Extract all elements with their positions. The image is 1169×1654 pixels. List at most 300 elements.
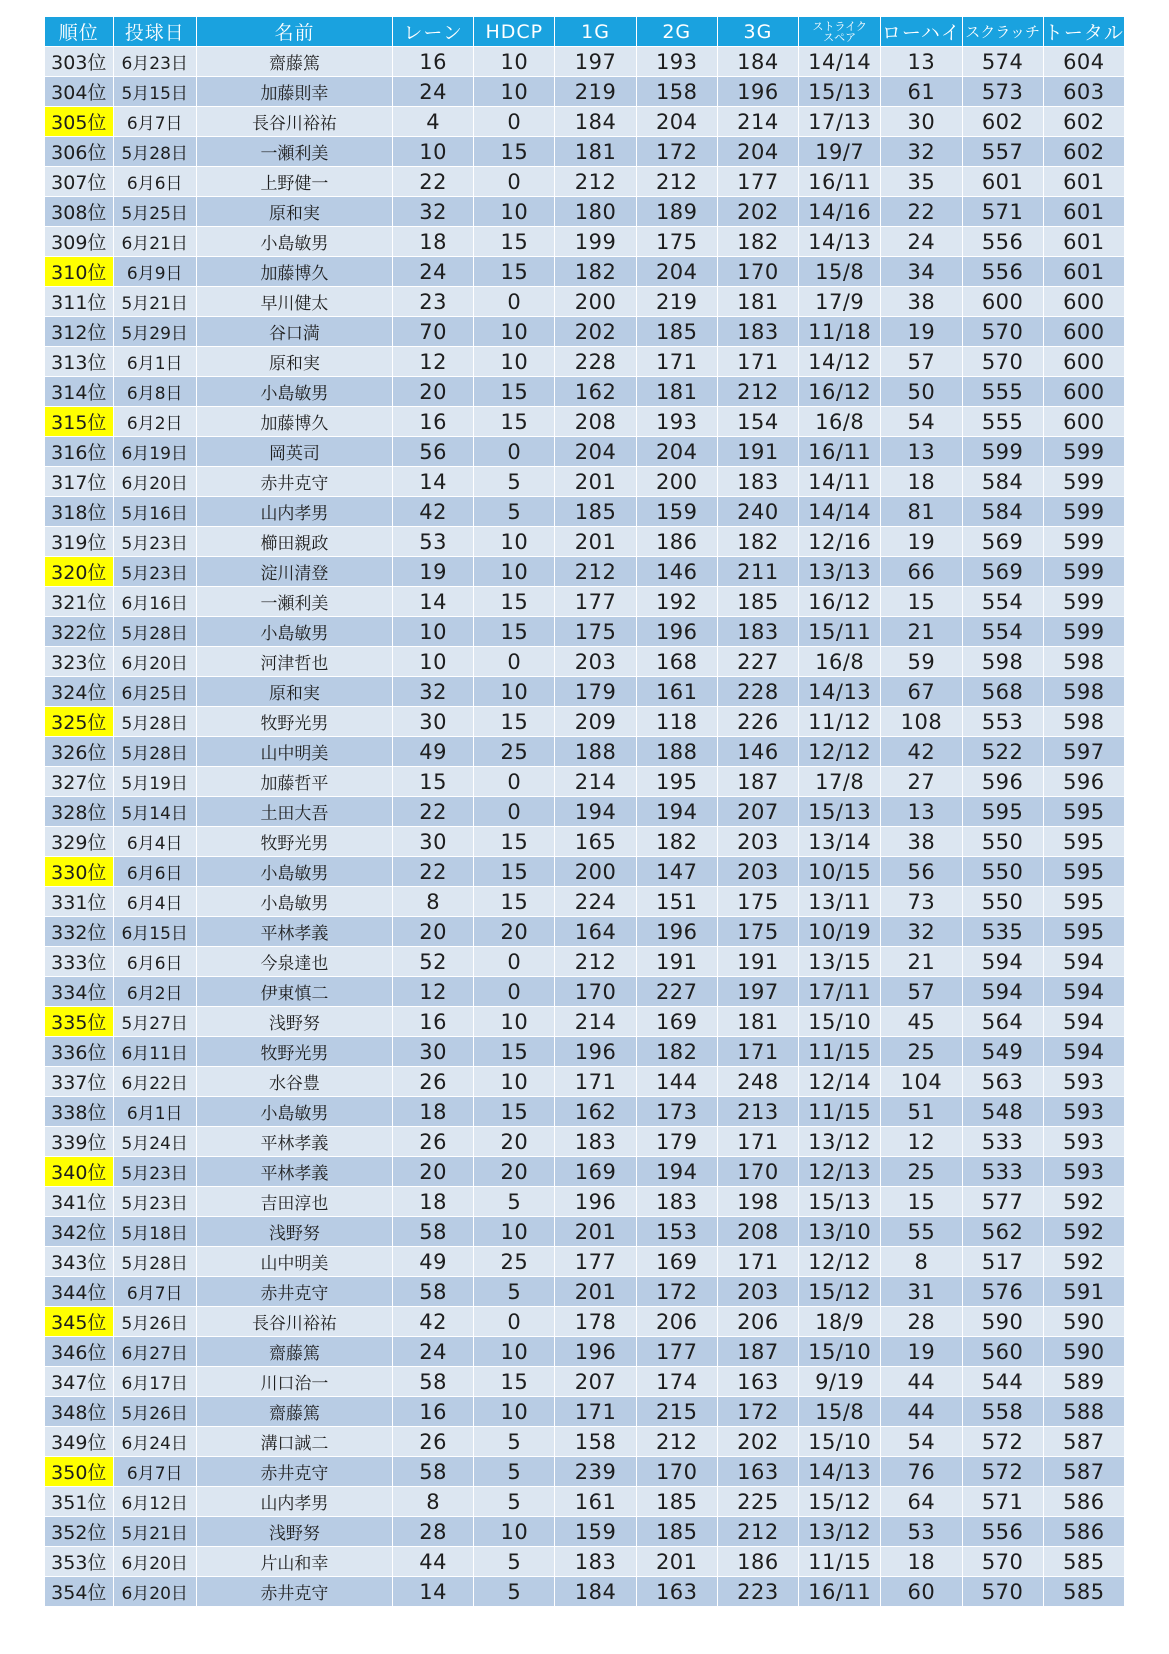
game-2-score-cell: 183	[636, 1187, 717, 1217]
game-2-score-cell: 179	[636, 1127, 717, 1157]
total-cell: 600	[1043, 287, 1124, 317]
total-cell: 587	[1043, 1427, 1124, 1457]
total-cell: 585	[1043, 1547, 1124, 1577]
scratch-cell: 570	[962, 1577, 1043, 1607]
game-3-score-cell: 248	[717, 1067, 798, 1097]
low-high-cell: 57	[881, 977, 962, 1007]
hdcp-cell: 5	[474, 1577, 555, 1607]
game-3-score-cell: 207	[717, 797, 798, 827]
date-cell: 6月24日	[113, 1427, 196, 1457]
low-high-cell: 54	[881, 1427, 962, 1457]
game-2-score-cell: 204	[636, 257, 717, 287]
hdcp-cell: 5	[474, 497, 555, 527]
low-high-cell: 38	[881, 287, 962, 317]
scratch-cell: 554	[962, 617, 1043, 647]
table-row	[45, 257, 1125, 287]
table-row	[45, 857, 1125, 887]
lane-cell: 4	[393, 107, 474, 137]
game-2-score-cell: 163	[636, 1577, 717, 1607]
rank-cell: 332位	[45, 917, 114, 947]
game-1-score-cell: 188	[555, 737, 636, 767]
scratch-cell: 535	[962, 917, 1043, 947]
table-row	[45, 977, 1125, 1007]
game-3-score-cell: 184	[717, 47, 798, 77]
strike-spare-cell: 12/16	[799, 527, 881, 557]
date-cell: 5月16日	[113, 497, 196, 527]
table-row	[45, 107, 1125, 137]
total-cell: 592	[1043, 1217, 1124, 1247]
total-cell: 586	[1043, 1517, 1124, 1547]
player-name-cell: 早川健太	[196, 287, 392, 317]
table-row	[45, 527, 1125, 557]
date-cell: 6月16日	[113, 587, 196, 617]
table-row	[45, 887, 1125, 917]
low-high-cell: 51	[881, 1097, 962, 1127]
game-2-score-cell: 151	[636, 887, 717, 917]
hdcp-cell: 15	[474, 407, 555, 437]
strike-spare-cell: 14/13	[799, 1457, 881, 1487]
scratch-cell: 517	[962, 1247, 1043, 1277]
header-strike-label: ストライク	[812, 19, 867, 33]
header-game-2: 2G	[636, 17, 717, 47]
strike-spare-cell: 17/9	[799, 287, 881, 317]
strike-spare-cell: 16/11	[799, 167, 881, 197]
game-2-score-cell: 204	[636, 107, 717, 137]
table-row	[45, 1397, 1125, 1427]
scratch-cell: 569	[962, 527, 1043, 557]
game-3-score-cell: 177	[717, 167, 798, 197]
total-cell: 599	[1043, 557, 1124, 587]
game-2-score-cell: 227	[636, 977, 717, 1007]
scratch-cell: 556	[962, 227, 1043, 257]
game-3-score-cell: 225	[717, 1487, 798, 1517]
hdcp-cell: 0	[474, 1307, 555, 1337]
hdcp-cell: 15	[474, 377, 555, 407]
rank-cell: 313位	[45, 347, 114, 377]
hdcp-cell: 10	[474, 527, 555, 557]
table-row	[45, 47, 1125, 77]
game-2-score-cell: 215	[636, 1397, 717, 1427]
rank-cell: 349位	[45, 1427, 114, 1457]
strike-spare-cell: 11/18	[799, 317, 881, 347]
total-cell: 593	[1043, 1127, 1124, 1157]
lane-cell: 56	[393, 437, 474, 467]
total-cell: 602	[1043, 107, 1124, 137]
player-name-cell: 赤井克守	[196, 1277, 392, 1307]
rank-cell: 321位	[45, 587, 114, 617]
table-row	[45, 1247, 1125, 1277]
game-1-score-cell: 162	[555, 377, 636, 407]
game-2-score-cell: 196	[636, 917, 717, 947]
table-row	[45, 167, 1125, 197]
scratch-cell: 560	[962, 1337, 1043, 1367]
strike-spare-cell: 12/12	[799, 737, 881, 767]
header-game-1: 1G	[555, 17, 636, 47]
low-high-cell: 61	[881, 77, 962, 107]
rank-cell: 309位	[45, 227, 114, 257]
game-1-score-cell: 161	[555, 1487, 636, 1517]
game-1-score-cell: 182	[555, 257, 636, 287]
strike-spare-cell: 12/12	[799, 1247, 881, 1277]
game-3-score-cell: 203	[717, 827, 798, 857]
scratch-cell: 550	[962, 827, 1043, 857]
total-cell: 601	[1043, 257, 1124, 287]
scratch-cell: 548	[962, 1097, 1043, 1127]
rank-cell: 344位	[45, 1277, 114, 1307]
table-row	[45, 827, 1125, 857]
player-name-cell: 加藤則幸	[196, 77, 392, 107]
scratch-cell: 584	[962, 467, 1043, 497]
scratch-cell: 569	[962, 557, 1043, 587]
strike-spare-cell: 13/13	[799, 557, 881, 587]
player-name-cell: 齋藤篤	[196, 47, 392, 77]
lane-cell: 42	[393, 497, 474, 527]
table-row	[45, 1487, 1125, 1517]
scratch-cell: 577	[962, 1187, 1043, 1217]
table-row	[45, 1277, 1125, 1307]
game-3-score-cell: 214	[717, 107, 798, 137]
game-3-score-cell: 181	[717, 1007, 798, 1037]
hdcp-cell: 25	[474, 737, 555, 767]
date-cell: 6月1日	[113, 1097, 196, 1127]
lane-cell: 32	[393, 677, 474, 707]
game-3-score-cell: 175	[717, 917, 798, 947]
scratch-cell: 533	[962, 1127, 1043, 1157]
lane-cell: 26	[393, 1127, 474, 1157]
game-3-score-cell: 202	[717, 197, 798, 227]
low-high-cell: 19	[881, 527, 962, 557]
game-1-score-cell: 164	[555, 917, 636, 947]
player-name-cell: 原和実	[196, 347, 392, 377]
hdcp-cell: 15	[474, 1037, 555, 1067]
game-2-score-cell: 191	[636, 947, 717, 977]
date-cell: 6月6日	[113, 947, 196, 977]
rank-cell: 334位	[45, 977, 114, 1007]
player-name-cell: 浅野努	[196, 1217, 392, 1247]
game-1-score-cell: 158	[555, 1427, 636, 1457]
hdcp-cell: 10	[474, 77, 555, 107]
game-1-score-cell: 171	[555, 1397, 636, 1427]
date-cell: 5月19日	[113, 767, 196, 797]
table-row	[45, 1157, 1125, 1187]
scratch-cell: 574	[962, 47, 1043, 77]
player-name-cell: 長谷川裕祐	[196, 1307, 392, 1337]
total-cell: 600	[1043, 317, 1124, 347]
game-3-score-cell: 191	[717, 947, 798, 977]
date-cell: 6月6日	[113, 167, 196, 197]
hdcp-cell: 15	[474, 827, 555, 857]
game-2-score-cell: 169	[636, 1007, 717, 1037]
hdcp-cell: 5	[474, 467, 555, 497]
game-2-score-cell: 146	[636, 557, 717, 587]
table-row	[45, 317, 1125, 347]
player-name-cell: 赤井克守	[196, 1577, 392, 1607]
low-high-cell: 12	[881, 1127, 962, 1157]
header-low-high: ローハイ	[881, 17, 962, 47]
header-date: 投球日	[113, 17, 196, 47]
date-cell: 5月26日	[113, 1397, 196, 1427]
lane-cell: 16	[393, 1007, 474, 1037]
date-cell: 6月21日	[113, 227, 196, 257]
rank-cell: 336位	[45, 1037, 114, 1067]
hdcp-cell: 5	[474, 1457, 555, 1487]
lane-cell: 8	[393, 1487, 474, 1517]
hdcp-cell: 15	[474, 137, 555, 167]
date-cell: 6月9日	[113, 257, 196, 287]
strike-spare-cell: 15/8	[799, 257, 881, 287]
table-row	[45, 557, 1125, 587]
low-high-cell: 104	[881, 1067, 962, 1097]
game-2-score-cell: 195	[636, 767, 717, 797]
game-2-score-cell: 169	[636, 1247, 717, 1277]
low-high-cell: 50	[881, 377, 962, 407]
game-2-score-cell: 185	[636, 1517, 717, 1547]
game-1-score-cell: 208	[555, 407, 636, 437]
date-cell: 5月23日	[113, 1157, 196, 1187]
rank-cell: 320位	[45, 557, 114, 587]
game-1-score-cell: 181	[555, 137, 636, 167]
total-cell: 595	[1043, 857, 1124, 887]
strike-spare-cell: 15/12	[799, 1487, 881, 1517]
game-1-score-cell: 212	[555, 557, 636, 587]
scratch-cell: 600	[962, 287, 1043, 317]
lane-cell: 14	[393, 467, 474, 497]
date-cell: 5月23日	[113, 1187, 196, 1217]
date-cell: 6月17日	[113, 1367, 196, 1397]
strike-spare-cell: 9/19	[799, 1367, 881, 1397]
hdcp-cell: 15	[474, 587, 555, 617]
date-cell: 5月25日	[113, 197, 196, 227]
total-cell: 588	[1043, 1397, 1124, 1427]
scratch-cell: 553	[962, 707, 1043, 737]
header-strike-spare	[799, 17, 881, 47]
hdcp-cell: 10	[474, 1517, 555, 1547]
player-name-cell: 今泉達也	[196, 947, 392, 977]
game-1-score-cell: 201	[555, 1217, 636, 1247]
lane-cell: 52	[393, 947, 474, 977]
player-name-cell: 小島敏男	[196, 617, 392, 647]
hdcp-cell: 0	[474, 167, 555, 197]
total-cell: 594	[1043, 1037, 1124, 1067]
game-2-score-cell: 173	[636, 1097, 717, 1127]
rank-cell: 318位	[45, 497, 114, 527]
scratch-cell: 573	[962, 77, 1043, 107]
scratch-cell: 557	[962, 137, 1043, 167]
game-1-score-cell: 178	[555, 1307, 636, 1337]
game-2-score-cell: 181	[636, 377, 717, 407]
header-lane: レーン	[393, 17, 474, 47]
game-2-score-cell: 177	[636, 1337, 717, 1367]
table-row	[45, 1547, 1125, 1577]
table-row	[45, 347, 1125, 377]
player-name-cell: 平林孝義	[196, 1127, 392, 1157]
table-row	[45, 437, 1125, 467]
total-cell: 593	[1043, 1157, 1124, 1187]
scratch-cell: 533	[962, 1157, 1043, 1187]
lane-cell: 14	[393, 587, 474, 617]
scratch-cell: 549	[962, 1037, 1043, 1067]
game-2-score-cell: 194	[636, 797, 717, 827]
total-cell: 600	[1043, 347, 1124, 377]
rank-cell: 348位	[45, 1397, 114, 1427]
lane-cell: 16	[393, 47, 474, 77]
hdcp-cell: 10	[474, 1337, 555, 1367]
rank-cell: 328位	[45, 797, 114, 827]
game-1-score-cell: 184	[555, 107, 636, 137]
hdcp-cell: 20	[474, 1127, 555, 1157]
date-cell: 6月23日	[113, 47, 196, 77]
lane-cell: 49	[393, 737, 474, 767]
date-cell: 6月12日	[113, 1487, 196, 1517]
low-high-cell: 27	[881, 767, 962, 797]
table-row	[45, 1367, 1125, 1397]
low-high-cell: 32	[881, 917, 962, 947]
hdcp-cell: 15	[474, 887, 555, 917]
total-cell: 598	[1043, 647, 1124, 677]
lane-cell: 42	[393, 1307, 474, 1337]
lane-cell: 30	[393, 707, 474, 737]
lane-cell: 24	[393, 257, 474, 287]
low-high-cell: 54	[881, 407, 962, 437]
game-2-score-cell: 158	[636, 77, 717, 107]
strike-spare-cell: 12/13	[799, 1157, 881, 1187]
game-1-score-cell: 179	[555, 677, 636, 707]
strike-spare-cell: 18/9	[799, 1307, 881, 1337]
game-2-score-cell: 188	[636, 737, 717, 767]
strike-spare-cell: 11/15	[799, 1037, 881, 1067]
strike-spare-cell: 14/11	[799, 467, 881, 497]
total-cell: 586	[1043, 1487, 1124, 1517]
total-cell: 592	[1043, 1187, 1124, 1217]
player-name-cell: 牧野光男	[196, 707, 392, 737]
rank-cell: 329位	[45, 827, 114, 857]
rank-cell: 325位	[45, 707, 114, 737]
rank-cell: 337位	[45, 1067, 114, 1097]
hdcp-cell: 10	[474, 1007, 555, 1037]
game-2-score-cell: 219	[636, 287, 717, 317]
rank-cell: 353位	[45, 1547, 114, 1577]
game-2-score-cell: 201	[636, 1547, 717, 1577]
strike-spare-cell: 15/12	[799, 1277, 881, 1307]
hdcp-cell: 15	[474, 857, 555, 887]
hdcp-cell: 25	[474, 1247, 555, 1277]
rank-cell: 347位	[45, 1367, 114, 1397]
player-name-cell: 山中明美	[196, 737, 392, 767]
total-cell: 595	[1043, 887, 1124, 917]
lane-cell: 16	[393, 1397, 474, 1427]
scratch-cell: 572	[962, 1427, 1043, 1457]
lane-cell: 16	[393, 407, 474, 437]
strike-spare-cell: 13/12	[799, 1127, 881, 1157]
strike-spare-cell: 10/15	[799, 857, 881, 887]
total-cell: 587	[1043, 1457, 1124, 1487]
scratch-cell: 568	[962, 677, 1043, 707]
player-name-cell: 小島敏男	[196, 857, 392, 887]
game-1-score-cell: 202	[555, 317, 636, 347]
game-2-score-cell: 159	[636, 497, 717, 527]
game-3-score-cell: 208	[717, 1217, 798, 1247]
total-cell: 594	[1043, 1007, 1124, 1037]
low-high-cell: 13	[881, 437, 962, 467]
player-name-cell: 上野健一	[196, 167, 392, 197]
game-3-score-cell: 187	[717, 767, 798, 797]
rank-cell: 335位	[45, 1007, 114, 1037]
game-1-score-cell: 162	[555, 1097, 636, 1127]
scratch-cell: 570	[962, 347, 1043, 377]
game-1-score-cell: 183	[555, 1127, 636, 1157]
game-2-score-cell: 194	[636, 1157, 717, 1187]
game-3-score-cell: 172	[717, 1397, 798, 1427]
game-3-score-cell: 171	[717, 347, 798, 377]
hdcp-cell: 0	[474, 767, 555, 797]
game-3-score-cell: 163	[717, 1457, 798, 1487]
lane-cell: 30	[393, 1037, 474, 1067]
hdcp-cell: 10	[474, 1067, 555, 1097]
date-cell: 5月23日	[113, 527, 196, 557]
rank-cell: 327位	[45, 767, 114, 797]
total-cell: 598	[1043, 707, 1124, 737]
strike-spare-cell: 13/11	[799, 887, 881, 917]
low-high-cell: 13	[881, 47, 962, 77]
total-cell: 595	[1043, 797, 1124, 827]
low-high-cell: 30	[881, 107, 962, 137]
game-3-score-cell: 211	[717, 557, 798, 587]
table-row	[45, 227, 1125, 257]
total-cell: 595	[1043, 917, 1124, 947]
lane-cell: 30	[393, 827, 474, 857]
rank-cell: 304位	[45, 77, 114, 107]
table-row	[45, 1217, 1125, 1247]
table-row	[45, 377, 1125, 407]
date-cell: 6月22日	[113, 1067, 196, 1097]
table-row	[45, 1037, 1125, 1067]
strike-spare-cell: 16/12	[799, 587, 881, 617]
game-3-score-cell: 198	[717, 1187, 798, 1217]
player-name-cell: 原和実	[196, 197, 392, 227]
scratch-cell: 572	[962, 1457, 1043, 1487]
lane-cell: 14	[393, 1577, 474, 1607]
low-high-cell: 57	[881, 347, 962, 377]
table-row	[45, 587, 1125, 617]
lane-cell: 22	[393, 167, 474, 197]
rank-cell: 315位	[45, 407, 114, 437]
game-3-score-cell: 240	[717, 497, 798, 527]
date-cell: 6月7日	[113, 107, 196, 137]
player-name-cell: 牧野光男	[196, 827, 392, 857]
rank-cell: 305位	[45, 107, 114, 137]
game-3-score-cell: 203	[717, 1277, 798, 1307]
rank-cell: 331位	[45, 887, 114, 917]
date-cell: 6月2日	[113, 407, 196, 437]
strike-spare-cell: 15/10	[799, 1337, 881, 1367]
total-cell: 601	[1043, 167, 1124, 197]
scratch-cell: 590	[962, 1307, 1043, 1337]
game-1-score-cell: 212	[555, 167, 636, 197]
total-cell: 593	[1043, 1067, 1124, 1097]
player-name-cell: 平林孝義	[196, 1157, 392, 1187]
scratch-cell: 571	[962, 1487, 1043, 1517]
player-name-cell: 牧野光男	[196, 1037, 392, 1067]
game-1-score-cell: 209	[555, 707, 636, 737]
lane-cell: 28	[393, 1517, 474, 1547]
low-high-cell: 59	[881, 647, 962, 677]
game-3-score-cell: 191	[717, 437, 798, 467]
rank-cell: 350位	[45, 1457, 114, 1487]
table-row	[45, 137, 1125, 167]
date-cell: 5月28日	[113, 737, 196, 767]
scratch-cell: 570	[962, 317, 1043, 347]
rank-cell: 324位	[45, 677, 114, 707]
